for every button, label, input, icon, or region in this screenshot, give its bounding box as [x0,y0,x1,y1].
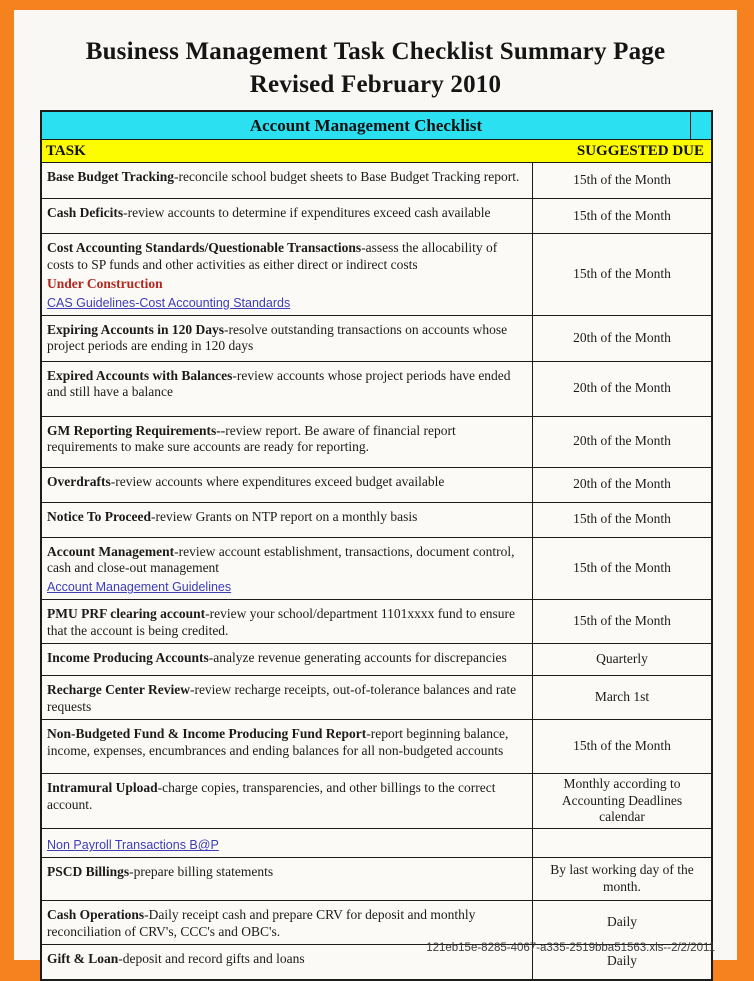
task-cell [42,316,533,361]
table-row [42,315,711,361]
task-cell [42,600,533,643]
due-cell: By last working day of the month. [550,862,694,895]
due-cell: Daily [607,914,637,930]
task-cell [42,774,533,829]
task-cell [42,199,533,233]
task-text-bold: Non-Budgeted Fund & Income Producing Fund Report [47,725,367,741]
table-row [42,233,711,315]
table-row [42,198,711,233]
task-text-rest: -review accounts to determine if expenditures exceed cash available [123,205,491,220]
column-header-row [42,140,711,163]
task-text-bold: Cash Operations [47,907,145,923]
due-cell: 20th of the Month [573,380,671,396]
task-cell [42,468,533,502]
task-text [47,205,526,222]
table-row [42,643,711,675]
footer-filename: 121eb15e-8285-4067-a335-2519bba51563.xls--2/2/2011 [426,942,715,954]
task-text [47,474,526,491]
task-text-bold: Income Producing Accounts [47,649,209,665]
table-row [42,537,711,600]
task-text-bold: Recharge Center Review [47,681,190,697]
task-cell [42,829,533,857]
task-text-rest: -review account establishment, transactions, document control, cash and close-out management [47,543,515,576]
task-text [47,240,526,274]
task-text-rest: -review accounts where expenditures exceed budget available [110,473,445,489]
page [14,10,737,969]
task-text [47,780,526,814]
due-cell: Quarterly [596,650,648,666]
task-text [47,682,526,716]
task-cell [42,644,533,675]
due-cell: 20th of the Month [573,329,671,345]
task-text-rest: -analyze revenue generating accounts for discrepancies [208,649,507,665]
under-construction-note: Under Construction [47,275,163,291]
task-text [47,368,526,402]
task-text-rest: -deposit and record gifts and loans [118,950,305,966]
table-row [42,467,711,502]
task-text [47,726,526,760]
task-text-bold: Notice To Proceed [47,508,151,524]
task-cell [42,362,533,416]
table-body [42,163,711,979]
task-text-rest: -Daily receipt cash and prepare CRV for deposit and monthly reconciliation of CRV's, CCC's and OBC's. [47,907,476,939]
table-row [42,502,711,537]
task-cell [42,503,533,537]
table-row [42,773,711,829]
table-row [42,599,711,643]
task-text-rest: -charge copies, transparencies, and other billings to the correct account. [47,779,496,812]
task-cell [42,234,533,315]
due-cell: Daily [607,953,637,969]
due-cell: March 1st [594,688,650,704]
table-row [42,416,711,467]
checklist-table [40,110,713,981]
table-title-row [42,112,711,140]
task-link[interactable]: CAS Guidelines-Cost Accounting Standards [47,295,291,310]
col-header-due: SUGGESTED DUE [576,142,704,159]
task-text-rest: -assess the allocability of costs to SP funds and other activities as either direct or indirect costs [47,240,498,272]
task-text-bold: PSCD Billings [47,864,130,880]
due-cell: 15th of the Month [573,265,671,281]
task-text-bold: GM Reporting Requirements-- [47,422,226,438]
table-row [42,857,711,900]
due-cell: 15th of the Month [573,172,671,188]
task-text-rest: -reconcile school budget sheets to Base Budget Tracking report. [174,169,520,184]
due-cell [533,829,711,857]
due-cell: Monthly according to Accounting Deadlines calendar [561,775,683,825]
table-row [42,163,711,198]
task-cell [42,676,533,719]
task-text-rest: -review recharge receipts, out-of-tolerance balances and rate requests [47,681,517,714]
task-text [47,322,526,356]
task-text-bold: Intramural Upload [47,779,158,795]
task-text-rest: -prepare billing statements [129,864,274,880]
task-text [47,864,526,881]
task-text-rest: -review Grants on NTP report on a monthly basis [150,508,418,524]
task-text-bold: Cost Accounting Standards/Questionable Transactions [47,240,362,255]
task-text-bold: Expired Accounts with Balances [47,367,233,383]
task-text-rest: review report. Be aware of financial report requirements to make sure accounts are ready for reporting. [47,422,456,455]
table-row [42,675,711,719]
task-text [47,907,526,941]
due-cell: 20th of the Month [573,476,671,492]
table-title: Account Management Checklist [42,112,691,139]
task-text-rest: -review your school/department 1101xxxx fund to ensure that the account is being credited. [47,606,516,638]
task-cell [42,720,533,773]
task-text-rest: -resolve outstanding transactions on accounts whose project periods are ending in 120 days [47,321,508,354]
table-row [42,828,711,857]
page-title-line1: Business Management Task Checklist Summary Page [85,38,666,65]
due-cell: 15th of the Month [573,207,671,223]
task-text-bold: Expiring Accounts in 120 Days [47,321,225,337]
due-cell: 15th of the Month [573,737,671,753]
due-cell: 15th of the Month [573,613,671,629]
task-text [47,650,526,667]
table-row [42,719,711,773]
task-cell [42,417,533,467]
task-text-rest: -report beginning balance, income, expenses, encumbrances and ending balances for all non-budgeted accounts [47,725,509,758]
task-text-bold: Overdrafts [47,473,111,489]
due-cell: 15th of the Month [573,559,671,575]
task-link[interactable]: Non Payroll Transactions B@P [47,838,219,853]
task-text [47,606,526,640]
task-cell [42,163,533,198]
task-text [47,509,526,526]
task-cell [42,538,533,600]
table-row [42,900,711,944]
task-text [47,544,526,578]
task-cell [42,901,533,944]
task-link[interactable]: Account Management Guidelines [47,580,232,595]
task-text-bold: Base Budget Tracking [47,169,175,184]
task-text-bold: Account Management [47,543,175,559]
col-header-task: TASK [46,142,86,159]
task-text-bold: Gift & Loan [47,950,119,966]
task-text-rest: -review accounts whose project periods have ended and still have a balance [47,367,511,400]
table-title-spacer [691,112,711,139]
page-title [14,36,737,101]
task-text-bold: PMU PRF clearing account [47,606,206,622]
due-cell: 20th of the Month [573,433,671,449]
page-title-line2: Revised February 2010 [249,70,502,98]
task-text-bold: Cash Deficits [47,205,124,220]
due-cell: 15th of the Month [573,511,671,527]
task-cell [42,858,533,900]
task-text [47,169,526,186]
table-row [42,361,711,416]
task-text [47,423,526,457]
